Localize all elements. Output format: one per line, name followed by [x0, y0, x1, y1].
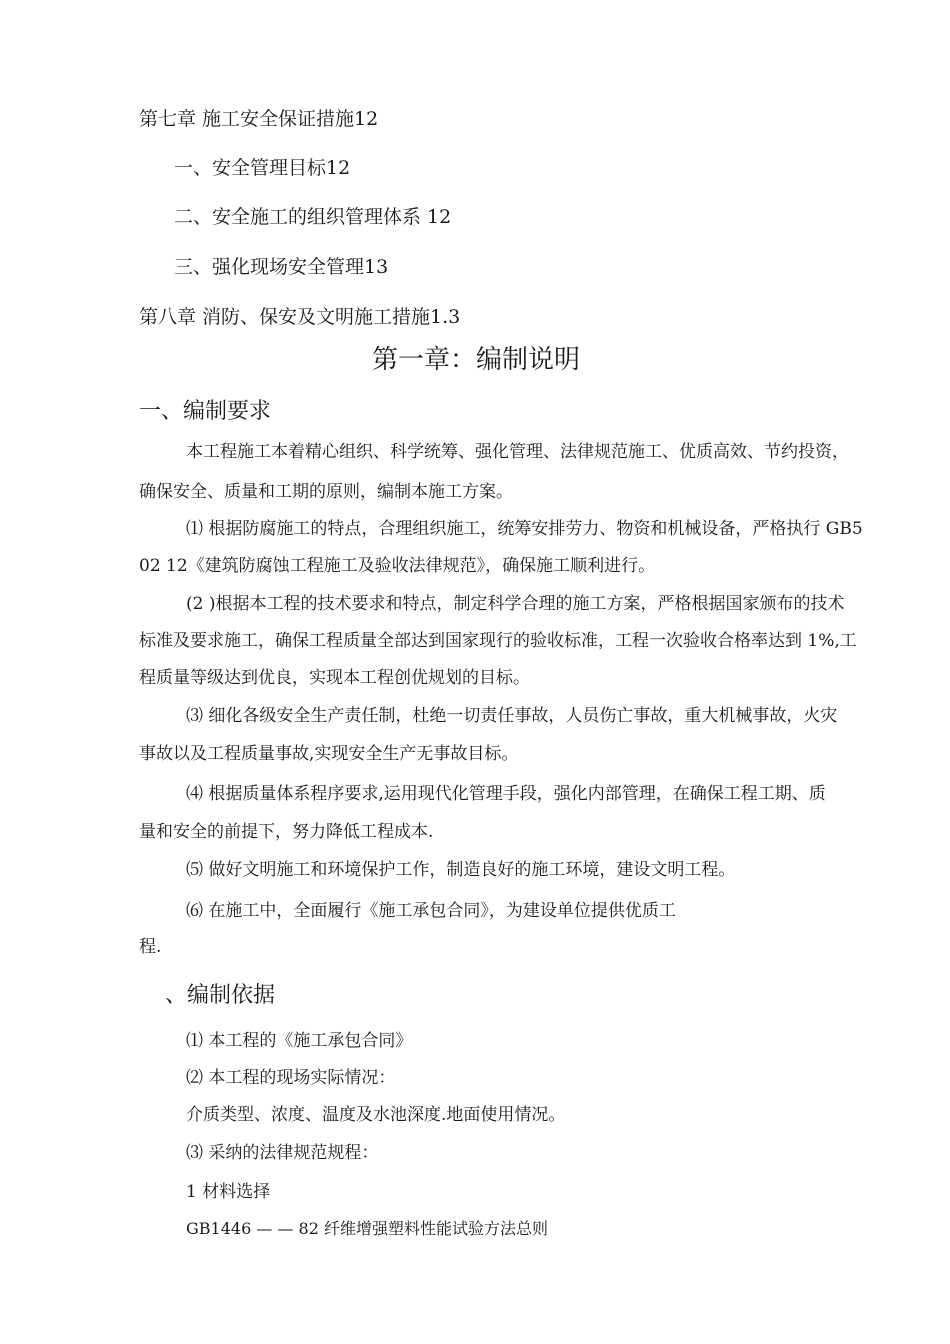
standard-line-1: GB1446 — — 82 纤维增强塑料性能试验方法总则 [186, 1219, 548, 1238]
requirement-item-3-line-2: 事故以及工程质量事故,实现安全生产无事故目标。 [139, 744, 519, 764]
basis-item-3: ⑶ 采纳的法律规范规程： [186, 1143, 379, 1163]
toc-chapter-7: 第七章 施工安全保证措施12 [139, 108, 379, 130]
section-heading-basis: 、编制依据 [165, 983, 276, 1008]
section-heading-requirements: 一、编制要求 [139, 399, 272, 424]
requirement-item-4-line-2: 量和安全的前提下，努力降低工程成本. [139, 822, 434, 842]
toc-ch7-section-2: 二、安全施工的组织管理体系 12 [174, 206, 452, 228]
basis-item-1: ⑴ 本工程的《施工承包合同》 [186, 1031, 413, 1051]
requirement-item-2-line-1: (2 )根据本工程的技术要求和特点，制定科学合理的施工方案，严格根据国家颁布的技术 [186, 594, 845, 614]
requirement-item-4-line-1: ⑷ 根据质量体系程序要求,运用现代化管理手段，强化内部管理，在确保工程工期、质 [186, 784, 826, 804]
requirement-item-5-line-1: ⑸ 做好文明施工和环境保护工作，制造良好的施工环境，建设文明工程。 [186, 860, 736, 880]
intro-paragraph-line-1: 本工程施工本着精心组织、科学统筹、强化管理、法律规范施工、优质高效、节约投资， [186, 442, 849, 462]
toc-chapter-8: 第八章 消防、保安及文明施工措施1.3 [139, 306, 461, 328]
basis-subheading-material: 1 材料选择 [186, 1182, 271, 1202]
requirement-item-2-line-3: 程质量等级达到优良，实现本工程创优规划的目标。 [139, 668, 530, 688]
requirement-item-1-line-2: 02 12《建筑防腐蚀工程施工及验收法律规范》，确保施工顺利进行。 [139, 556, 656, 576]
requirement-item-1-line-1: ⑴ 根据防腐施工的特点，合理组织施工，统筹安排劳力、物资和机械设备，严格执行 GB5 [186, 519, 863, 539]
toc-ch7-section-3: 三、强化现场安全管理13 [174, 256, 389, 278]
toc-ch7-section-1: 一、安全管理目标12 [174, 157, 351, 179]
chapter-title: 第一章：编制说明 [372, 345, 581, 375]
intro-paragraph-line-2: 确保安全、质量和工期的原则，编制本施工方案。 [139, 482, 513, 502]
requirement-item-3-line-1: ⑶ 细化各级安全生产责任制，杜绝一切责任事故，人员伤亡事故，重大机械事故，火灾 [186, 706, 838, 726]
requirement-item-6-line-1: ⑹ 在施工中，全面履行《施工承包合同》，为建设单位提供优质工 [186, 901, 676, 921]
basis-item-2-detail: 介质类型、浓度、温度及水池深度.地面使用情况。 [186, 1105, 566, 1125]
requirement-item-6-line-2: 程. [139, 937, 162, 957]
basis-item-2: ⑵ 本工程的现场实际情况： [186, 1068, 396, 1088]
requirement-item-2-line-2: 标准及要求施工，确保工程质量全部达到国家现行的验收标准，工程一次验收合格率达到 1%,工 [139, 631, 857, 651]
